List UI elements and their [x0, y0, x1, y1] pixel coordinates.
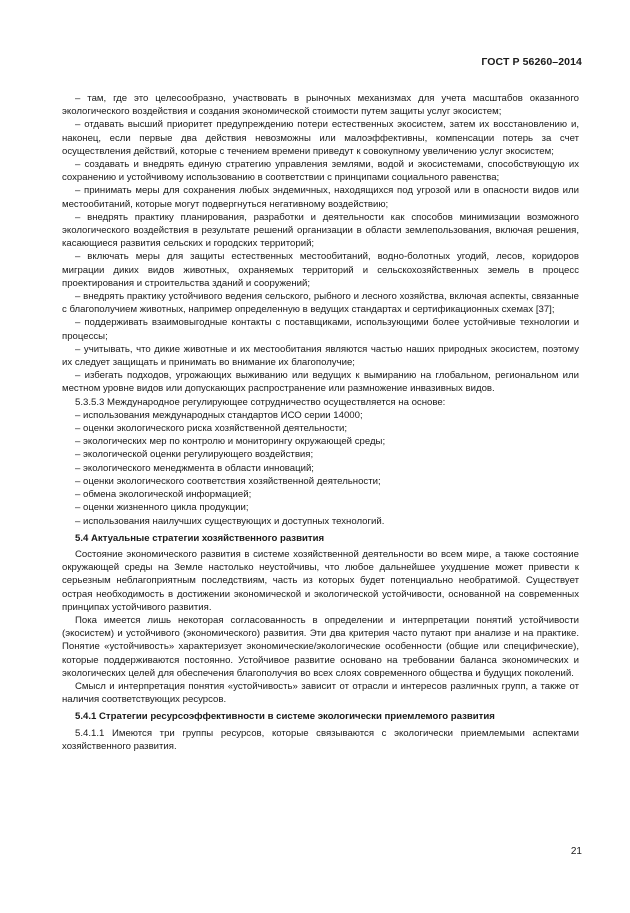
section-heading-5-4: 5.4 Актуальные стратегии хозяйственного развития: [75, 532, 325, 544]
bullet-endemic-species: – принимать меры для сохранения любых эндемичных, находящихся под угрозой или в опасности видов или местообитаний, которые могут подвергнуться негативному воздействию;: [62, 185, 579, 210]
section-5-4-paragraph: Смысл и интерпретация понятия «устойчивость» зависит от отрасли и интересов различных групп, а также от наличия соответствующих ресурсов.: [62, 680, 579, 706]
list-item-monitoring: – экологических мер по контролю и мониторингу окружающей среды;: [75, 436, 386, 448]
bullet-planning-practice: – внедрять практику планирования, разработки и деятельности как способов минимизации возможного экологического воздействия в результате решений организации в области землепользования, включая решения, касающиеся развития сельских и городских территорий;: [62, 211, 579, 250]
list-item-iso-14000: – использования международных стандартов ИСО серии 14000;: [75, 409, 363, 421]
list-item-innovation: – экологического менеджмента в области инноваций;: [75, 462, 314, 474]
list-item-conformity: – оценки экологического соответствия хозяйственной деятельности;: [75, 475, 381, 487]
bullet-sustainable-farming: – внедрять практику устойчивого ведения сельского, рыбного и лесного хозяйства, включая аспекты, связанные с благополучием животных, например определенную в ведущих стандартах и сертификационных схемах [37];: [62, 291, 579, 316]
bullet-priority-prevention: – отдавать высший приоритет предупреждению потери естественных экосистем, затем их восстановлению и, наконец, если первые два действия невозможны или малоэффективны, компенсации потерь за счет осуществления действий, которые с течением времени приведут к совокупному увеличению услуг экосистем;: [62, 119, 579, 157]
clause-5-4-1-1: 5.4.1.1 Имеются три группы ресурсов, которые связываются с экологически приемлемыми аспектами хозяйственного развития.: [62, 727, 579, 752]
bullet-habitat-protection: – включать меры для защиты естественных местообитаний, водно-болотных угодий, лесов, коридоров миграции диких видов животных, охраняемых территорий и сельскохозяйственных земель в процесс проектирования и строительства зданий и сооружений;: [62, 251, 579, 289]
bullet-invasive-species: – избегать подходов, угрожающих выживанию или ведущих к вымиранию на глобальном, региональном или местном уровне видов или допускающих распространение или размножение инвазивных видов.: [62, 370, 579, 395]
page-number: 21: [570, 846, 582, 857]
bullet-market-mechanisms: – там, где это целесообразно, участвовать в рыночных механизмах для учета масштабов оказанного экологического воздействия и создания экономической стоимости путем защиты услуг экосистем;: [62, 93, 579, 118]
document-body: [62, 92, 579, 753]
section-5-4-paragraph: Состояние экономического развития в системе хозяйственной деятельности во всем мире, а также состояние окружающей среды на Земле настолько неустойчивы, что любое дальнейшее ухудшение может привести к серьезным неблагоприятным последствиям, часть из которых будет потенциально необратимой. Существует острая необходимость в достижении экономической и экологической устойчивости, основанной на современных принципах устойчивого развития.: [62, 548, 579, 613]
section-5-4-paragraph: Пока имеется лишь некоторая согласованность в определении и интерпретации понятий устойчивости (экосистем) и устойчивого (экономического) развития. Эти два критерия часто путают при анализе и на практике. Понятие «устойчивость» характеризует экономические/экологические особенности (общие или специфические), которые поддерживаются постоянно. Устойчивое развитие основано на требовании баланса экономических и экологических целей для обеспечения благополучия во всех слоях современного общества и будущих поколений.: [62, 614, 579, 679]
clause-5-3-5-3: 5.3.5.3 Международное регулирующее сотрудничество осуществляется на основе:: [75, 396, 446, 408]
list-item-best-technologies: – использования наилучших существующих и доступных технологий.: [75, 515, 385, 527]
list-item-information-exchange: – обмена экологической информацией;: [75, 489, 252, 501]
bullet-suppliers: – поддерживать взаимовыгодные контакты с поставщиками, использующими более устойчивые технологии и процессы;: [62, 317, 579, 342]
section-heading-5-4-1: 5.4.1 Стратегии ресурсоэффективности в системе экологически приемлемого развития: [75, 711, 495, 723]
standard-header: ГОСТ Р 56260–2014: [481, 56, 582, 68]
bullet-wildlife: – учитывать, что дикие животные и их местообитания являются частью наших природных экосистем, поэтому их следует защищать и принимать во внимание их благополучие;: [62, 343, 579, 369]
bullet-unified-strategy: – создавать и внедрять единую стратегию управления землями, водой и экосистемами, способствующую их сохранению и устойчивому использованию в соответствии с принципами социального равенства;: [62, 159, 579, 184]
list-item-regulatory-impact: – экологической оценки регулирующего воздействия;: [75, 449, 314, 461]
list-item-risk-assessment: – оценки экологического риска хозяйственной деятельности;: [75, 423, 347, 435]
list-item-life-cycle: – оценки жизненного цикла продукции;: [75, 502, 249, 514]
